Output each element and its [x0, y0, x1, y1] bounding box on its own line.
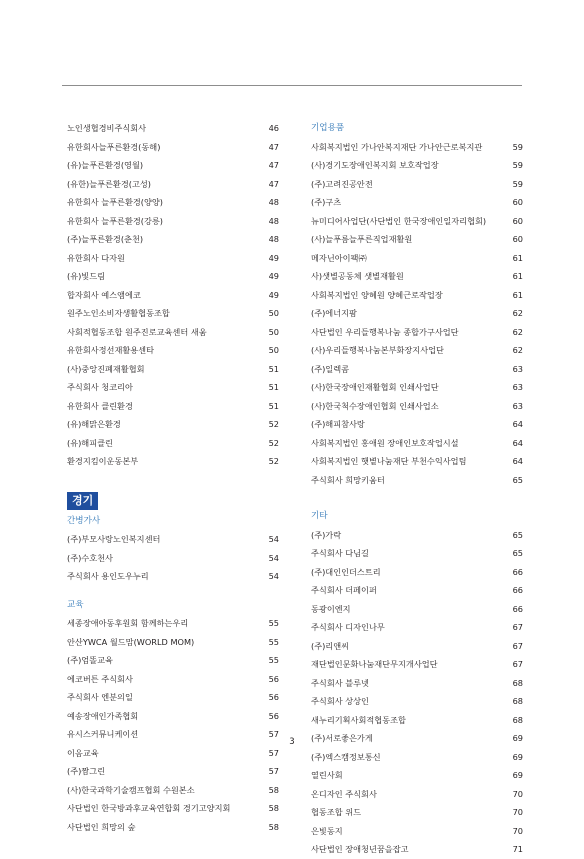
- entry-name: 환경지킴이운동본부: [67, 456, 139, 466]
- toc-entry[interactable]: [67, 688, 279, 707]
- entry-page-number: 51: [268, 363, 279, 374]
- page-number: 3: [289, 737, 295, 747]
- toc-entry[interactable]: [67, 230, 279, 249]
- entry-page-number: 61: [512, 289, 523, 300]
- entry-name: 세종장애아동후원회 함께하는우리: [67, 618, 189, 628]
- toc-entry[interactable]: [311, 156, 523, 175]
- entry-name: 사)샛별공동체 샛별재활원: [311, 271, 404, 281]
- entry-name: 뉴미디어사업단(사단법인 한국장애인일자리협회): [311, 215, 487, 226]
- toc-entry[interactable]: [67, 378, 279, 397]
- entry-name: 사단법인 우리들행복나눔 종합가구사업단: [311, 326, 459, 337]
- toc-right-column: [311, 119, 523, 859]
- entry-name: (유)해피클린: [67, 437, 113, 448]
- entry-name: 유한회사 늘푸른환경(양양): [67, 197, 163, 207]
- entry-name: 온디자인 주식회사: [311, 788, 377, 799]
- entry-page-number: 49: [268, 289, 279, 300]
- entry-page-number: 50: [268, 326, 279, 337]
- entry-name: 사회적협동조합 원주진로교육센터 새움: [67, 326, 207, 337]
- entry-name: (주)일렉콤: [311, 363, 350, 374]
- header-rule: [62, 85, 522, 86]
- toc-entry[interactable]: [311, 618, 523, 637]
- entry-page-number: 63: [512, 382, 523, 392]
- toc-entry[interactable]: [67, 119, 279, 138]
- entry-page-number: 54: [268, 534, 279, 544]
- entry-page-number: 51: [268, 400, 279, 411]
- toc-entry[interactable]: [67, 452, 279, 471]
- entry-page-number: 70: [512, 825, 523, 836]
- entry-page-number: 70: [512, 807, 523, 817]
- entry-name: (주)서로좋은가게: [311, 733, 373, 743]
- entry-name: 원주노인소비자생활협동조합: [67, 308, 170, 318]
- entry-name: 주식회사 용인도우누리: [67, 571, 149, 581]
- toc-entry[interactable]: [67, 434, 279, 453]
- toc-entry[interactable]: [311, 563, 523, 582]
- entry-page-number: 52: [268, 456, 279, 466]
- entry-name: 주식회사 엔분의일: [67, 692, 133, 702]
- entry-name: 사회복지법인 가나안복지재단 가나안근로복지관: [311, 141, 483, 152]
- entry-name: 메자닌아이팩㈜: [311, 252, 367, 263]
- entry-page-number: 69: [512, 770, 523, 780]
- toc-entry[interactable]: [67, 267, 279, 286]
- entry-name: (사)한국장애인재활협회 인쇄사업단: [311, 382, 439, 392]
- entry-name: 은빛동지: [311, 825, 343, 836]
- entry-page-number: 48: [268, 215, 279, 226]
- entry-page-number: 62: [512, 326, 523, 337]
- toc-entry[interactable]: [311, 267, 523, 286]
- entry-name: (주)고려진공안전: [311, 178, 373, 189]
- entry-page-number: 66: [512, 585, 523, 595]
- entry-page-number: 67: [512, 659, 523, 669]
- entry-name: (주)가락: [311, 529, 342, 540]
- entry-page-number: 51: [268, 382, 279, 392]
- entry-name: 이음교육: [67, 747, 99, 758]
- entry-page-number: 71: [512, 844, 523, 854]
- entry-name: 예송장애인가족협회: [67, 710, 139, 721]
- entry-name: 동광이엔지: [311, 603, 351, 614]
- toc-entry[interactable]: [311, 434, 523, 453]
- toc-entry[interactable]: [67, 651, 279, 670]
- entry-page-number: 62: [512, 308, 523, 318]
- entry-name: 유한회사정선재활용센타: [67, 345, 155, 355]
- section-title: 간병가사: [67, 515, 101, 526]
- entry-page-number: 69: [512, 733, 523, 743]
- region-badge: 경기: [67, 492, 98, 510]
- entry-page-number: 67: [512, 640, 523, 651]
- entry-name: 주식회사 청코리아: [67, 382, 133, 392]
- toc-entry[interactable]: [67, 397, 279, 416]
- entry-name: (사)경기도장애인복지회 보호작업장: [311, 160, 439, 170]
- toc-entry[interactable]: [311, 711, 523, 730]
- entry-name: 재단법인문화나눔재단무지개사업단: [311, 659, 438, 669]
- entry-name: 유한회사 다자원: [67, 252, 125, 263]
- section-title: 기업용품: [311, 123, 345, 133]
- toc-entry[interactable]: [311, 249, 523, 268]
- entry-name: (주)에너지팜: [311, 308, 357, 318]
- toc-entry[interactable]: [311, 748, 523, 767]
- entry-page-number: 55: [268, 618, 279, 628]
- toc-entry[interactable]: [311, 803, 523, 822]
- toc-entry[interactable]: [311, 212, 523, 231]
- entry-name: (유한)늘푸른환경(고성): [67, 178, 151, 189]
- section-title: 교육: [67, 599, 84, 610]
- toc-entry[interactable]: [311, 471, 523, 490]
- entry-page-number: 60: [512, 197, 523, 207]
- toc-entry[interactable]: [311, 674, 523, 693]
- entry-page-number: 57: [268, 747, 279, 758]
- toc-entry[interactable]: [311, 286, 523, 305]
- entry-name: 노인생협경비주식회사: [67, 123, 147, 133]
- entry-page-number: 57: [268, 766, 279, 776]
- toc-left-column: [67, 119, 279, 836]
- entry-page-number: 55: [268, 655, 279, 665]
- entry-name: (사)중앙진폐재활협회: [67, 363, 145, 374]
- toc-entry[interactable]: [311, 822, 523, 841]
- toc-entry[interactable]: [311, 323, 523, 342]
- entry-name: 열린사회: [311, 770, 343, 780]
- toc-entry[interactable]: [311, 230, 523, 249]
- entry-page-number: 47: [268, 141, 279, 152]
- entry-name: 에코버튼 주식회사: [67, 673, 133, 684]
- entry-name: (사)한국척수장애인협회 인쇄사업소: [311, 400, 439, 411]
- entry-page-number: 61: [512, 252, 523, 263]
- entry-page-number: 57: [268, 729, 279, 739]
- entry-name: (주)수호천사: [67, 552, 113, 563]
- entry-name: 합자회사 예스앰에코: [67, 289, 141, 300]
- entry-page-number: 65: [512, 529, 523, 540]
- entry-name: 사회복지법인 햇볕나눔재단 부천수익사업팀: [311, 456, 467, 466]
- entry-name: (주)구츠: [311, 197, 342, 207]
- entry-page-number: 48: [268, 234, 279, 244]
- spacer: [67, 471, 279, 489]
- toc-entry[interactable]: [311, 637, 523, 656]
- toc-entry[interactable]: [67, 323, 279, 342]
- toc-entry[interactable]: [311, 360, 523, 379]
- entry-page-number: 66: [512, 566, 523, 577]
- entry-name: (주)늘푸른환경(춘천): [67, 234, 144, 244]
- entry-name: (주)엄똘교육: [67, 655, 113, 665]
- toc-entry[interactable]: [311, 415, 523, 434]
- entry-name: 사단법인 장애청년꿈을잡고: [311, 844, 409, 854]
- toc-entry[interactable]: [67, 138, 279, 157]
- entry-name: (유)빛드림: [67, 271, 106, 281]
- entry-name: (유)늘푸른환경(영월): [67, 160, 144, 170]
- toc-entry[interactable]: [311, 840, 523, 859]
- toc-entry[interactable]: [67, 360, 279, 379]
- entry-page-number: 70: [512, 788, 523, 799]
- toc-entry[interactable]: [311, 175, 523, 194]
- toc-entry[interactable]: [67, 818, 279, 837]
- entry-page-number: 66: [512, 603, 523, 614]
- toc-entry[interactable]: [311, 452, 523, 471]
- toc-entry[interactable]: [311, 785, 523, 804]
- entry-page-number: 60: [512, 215, 523, 226]
- toc-entry[interactable]: [67, 530, 279, 549]
- entry-name: 유한회사늘푸른환경(동해): [67, 141, 161, 152]
- toc-entry[interactable]: [311, 655, 523, 674]
- toc-entry[interactable]: [311, 304, 523, 323]
- entry-page-number: 64: [512, 456, 523, 466]
- entry-name: 협동조합 위드: [311, 807, 362, 817]
- toc-entry[interactable]: [67, 341, 279, 360]
- toc-entry[interactable]: [67, 781, 279, 800]
- toc-entry[interactable]: [67, 670, 279, 689]
- entry-page-number: 50: [268, 345, 279, 355]
- entry-name: (사)한국과학기술캠프협회 수원본소: [67, 784, 195, 795]
- spacer: [67, 586, 279, 596]
- entry-name: 주식회사 다님길: [311, 548, 369, 558]
- entry-page-number: 63: [512, 400, 523, 411]
- entry-page-number: 49: [268, 252, 279, 263]
- entry-page-number: 59: [512, 178, 523, 189]
- entry-page-number: 60: [512, 234, 523, 244]
- entry-page-number: 55: [268, 636, 279, 647]
- entry-name: (주)부모사랑노인복지센터: [67, 534, 161, 544]
- entry-name: (주)대인인더스트리: [311, 566, 381, 577]
- entry-page-number: 63: [512, 363, 523, 374]
- toc-entry[interactable]: [311, 193, 523, 212]
- entry-name: 사단법인 한국방과후교육연합회 경기고양지회: [67, 803, 231, 813]
- toc-entry[interactable]: [311, 378, 523, 397]
- toc-entry[interactable]: [311, 692, 523, 711]
- toc-entry[interactable]: [311, 600, 523, 619]
- toc-entry[interactable]: [311, 766, 523, 785]
- entry-page-number: 49: [268, 271, 279, 281]
- entry-name: 유시스커뮤니케이션: [67, 729, 139, 739]
- entry-page-number: 54: [268, 571, 279, 581]
- entry-page-number: 47: [268, 160, 279, 170]
- entry-page-number: 69: [512, 751, 523, 762]
- toc-entry[interactable]: [67, 212, 279, 231]
- entry-page-number: 52: [268, 419, 279, 429]
- toc-entry[interactable]: [67, 304, 279, 323]
- entry-page-number: 58: [268, 821, 279, 832]
- entry-name: 유한회사 클린환경: [67, 400, 133, 411]
- toc-entry[interactable]: [67, 567, 279, 586]
- entry-page-number: 58: [268, 803, 279, 813]
- toc-entry[interactable]: [311, 526, 523, 545]
- toc-entry[interactable]: [67, 415, 279, 434]
- entry-name: 주식회사 더페이퍼: [311, 585, 377, 595]
- entry-name: (유)해맑은환경: [67, 419, 121, 429]
- entry-page-number: 65: [512, 548, 523, 558]
- section-title: 기타: [311, 511, 328, 521]
- entry-name: 사회복지법인 홍애원 장애인보호작업시설: [311, 437, 459, 448]
- entry-page-number: 56: [268, 710, 279, 721]
- entry-page-number: 58: [268, 784, 279, 795]
- entry-name: (사)늘푸름늘푸른직업재활원: [311, 234, 413, 244]
- toc-entry[interactable]: [67, 614, 279, 633]
- entry-name: 주식회사 희망키움터: [311, 474, 385, 485]
- entry-name: 새누리기획사회적협동조합: [311, 714, 406, 725]
- entry-name: (주)해피참사랑: [311, 419, 365, 429]
- entry-name: 유한회사 늘푸른환경(강릉): [67, 215, 163, 226]
- entry-page-number: 54: [268, 552, 279, 563]
- entry-page-number: 67: [512, 622, 523, 632]
- entry-page-number: 56: [268, 692, 279, 702]
- entry-page-number: 65: [512, 474, 523, 485]
- entry-name: 주식회사 블루넷: [311, 677, 369, 688]
- spacer: [311, 489, 523, 507]
- toc-entry[interactable]: [311, 138, 523, 157]
- entry-name: 주식회사 디자인나무: [311, 622, 385, 632]
- entry-name: (주)엑스캠정보통신: [311, 751, 381, 762]
- toc-entry[interactable]: [67, 286, 279, 305]
- entry-page-number: 52: [268, 437, 279, 448]
- entry-name: (사)우리들행복나눔본부화장지사업단: [311, 345, 444, 355]
- entry-name: (주)리앤씨: [311, 640, 350, 651]
- entry-name: 안산YWCA 월드맘(WORLD MOM): [67, 636, 195, 647]
- entry-page-number: 59: [512, 160, 523, 170]
- toc-entry[interactable]: [67, 175, 279, 194]
- toc-entry[interactable]: [311, 397, 523, 416]
- toc-entry[interactable]: [67, 549, 279, 568]
- toc-entry[interactable]: [311, 581, 523, 600]
- toc-entry[interactable]: [311, 341, 523, 360]
- entry-page-number: 61: [512, 271, 523, 281]
- entry-name: 사단법인 희망의 숲: [67, 821, 136, 832]
- entry-page-number: 64: [512, 419, 523, 429]
- toc-entry[interactable]: [67, 633, 279, 652]
- entry-page-number: 50: [268, 308, 279, 318]
- toc-entry[interactable]: [67, 249, 279, 268]
- entry-page-number: 68: [512, 714, 523, 725]
- entry-name: (주)짬그린: [67, 766, 106, 776]
- entry-page-number: 68: [512, 677, 523, 688]
- entry-page-number: 59: [512, 141, 523, 152]
- entry-page-number: 68: [512, 696, 523, 706]
- entry-page-number: 47: [268, 178, 279, 189]
- toc-entry[interactable]: [67, 762, 279, 781]
- entry-page-number: 48: [268, 197, 279, 207]
- region-heading: [67, 489, 279, 512]
- entry-page-number: 56: [268, 673, 279, 684]
- toc-entry[interactable]: [67, 799, 279, 818]
- entry-page-number: 62: [512, 345, 523, 355]
- toc-entry[interactable]: [67, 156, 279, 175]
- toc-entry[interactable]: [311, 544, 523, 563]
- toc-entry[interactable]: [67, 193, 279, 212]
- entry-name: 주식회사 상상인: [311, 696, 369, 706]
- entry-page-number: 46: [268, 123, 279, 133]
- entry-page-number: 64: [512, 437, 523, 448]
- entry-name: 사회복지법인 양혜원 양혜근로작업장: [311, 289, 443, 300]
- toc-entry[interactable]: [67, 707, 279, 726]
